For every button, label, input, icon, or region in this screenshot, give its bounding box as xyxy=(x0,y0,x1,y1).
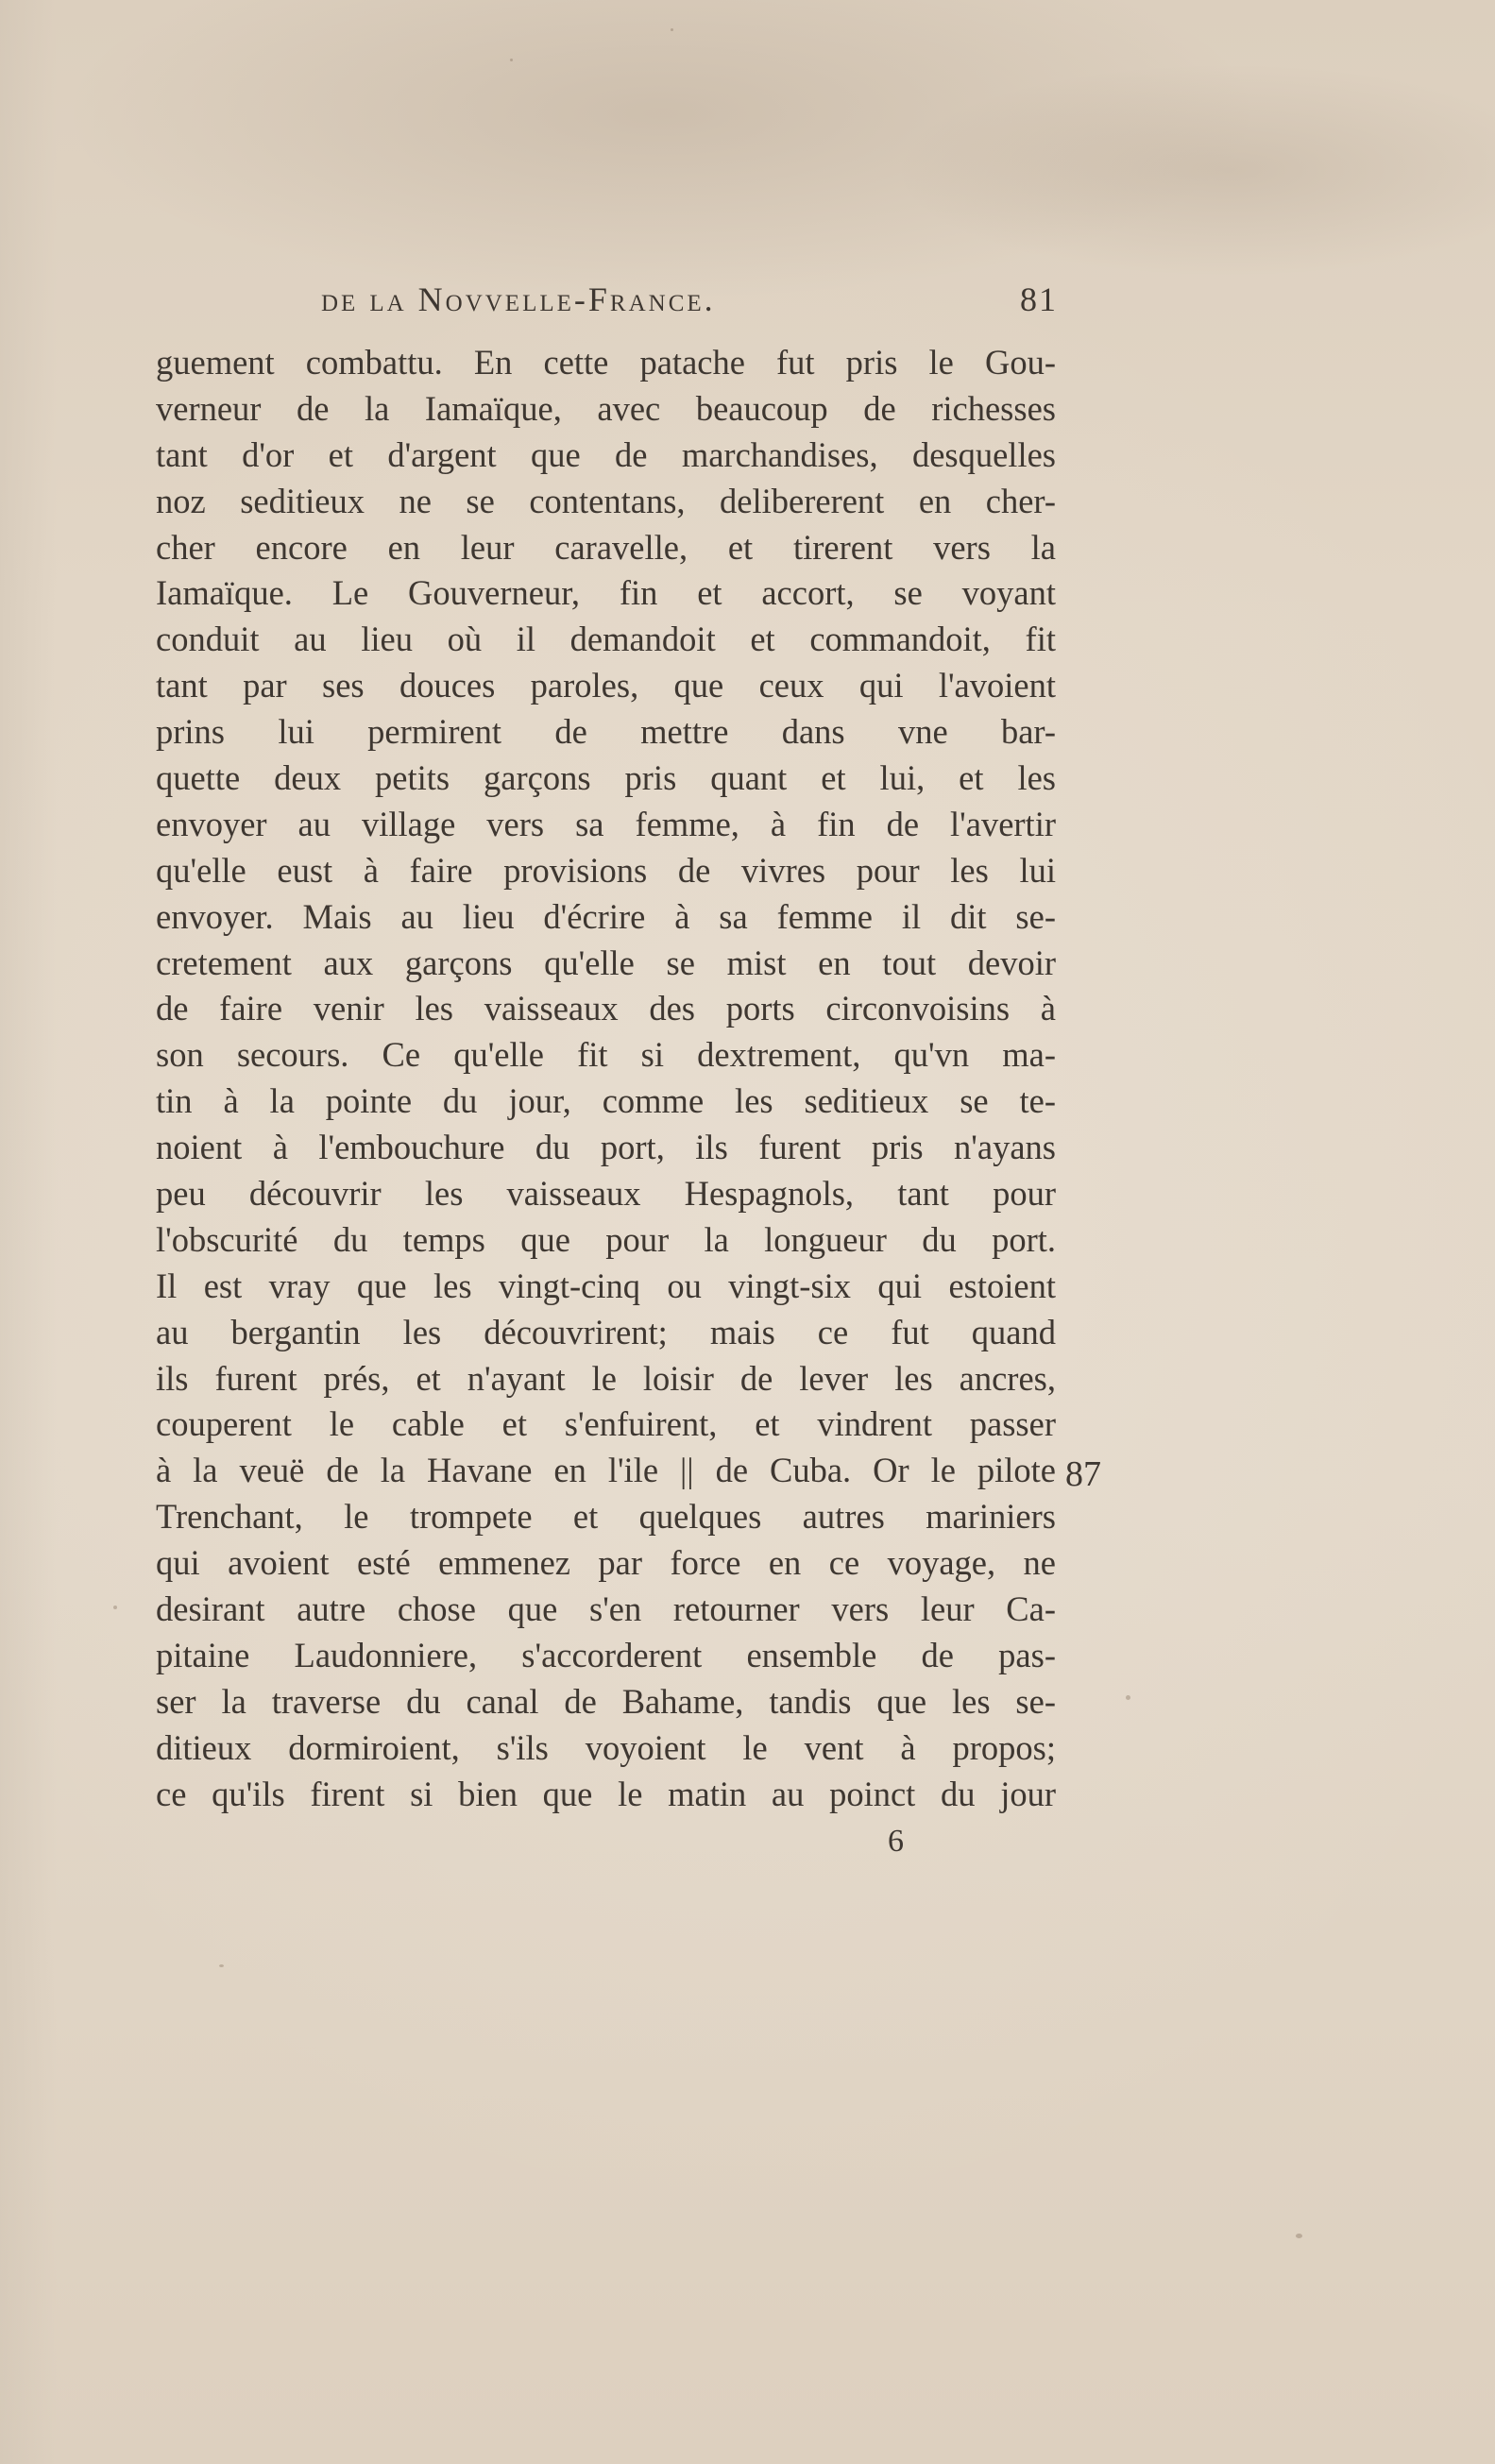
text-line: tin à la pointe du jour, comme les seditieux se te- xyxy=(156,1081,1056,1121)
text-line: peu découvrir les vaisseaux Hespagnols, tant pour xyxy=(156,1174,1056,1214)
text-line: pitaine Laudonniere, s'accorderent ensemble de pas- xyxy=(156,1635,1056,1674)
text-line: ils furent prés, et n'ayant le loisir de lever les ancres, xyxy=(156,1358,1056,1398)
text-line: guement combattu. En cette patache fut pris le Gou- xyxy=(156,343,1056,382)
text-line: tant d'or et d'argent que de marchandises, desquelles xyxy=(156,434,1056,474)
body-text xyxy=(156,340,1056,1818)
text-line: ser la traverse du canal de Bahame, tandis que les se- xyxy=(156,1681,1056,1721)
text-line: quette deux petits garçons pris quant et lui, et les xyxy=(156,758,1056,798)
text-line: tant par ses douces paroles, que ceux qui l'avoient xyxy=(156,666,1056,705)
text-line: au bergantin les découvrirent; mais ce fut quand xyxy=(156,1312,1056,1351)
text-line: Trenchant, le trompete et quelques autres mariniers xyxy=(156,1497,1056,1537)
paper-speck xyxy=(219,1964,224,1967)
text-line: noient à l'embouchure du port, ils furent pris n'ayans xyxy=(156,1128,1056,1167)
text-line: Iamaïque. Le Gouverneur, fin et accort, se voyant xyxy=(156,573,1056,613)
text-line: envoyer. Mais au lieu d'écrire à sa femme il dit se- xyxy=(156,896,1056,936)
text-line: verneur de la Iamaïque, avec beaucoup de richesses xyxy=(156,388,1056,428)
paper-speck xyxy=(113,1606,117,1609)
text-line: Il est vray que les vingt-cinq ou vingt-six qui estoient xyxy=(156,1266,1056,1305)
text-line: de faire venir les vaisseaux des ports circonvoisins à xyxy=(156,989,1056,1028)
margin-page-reference: 87 xyxy=(1065,1454,1101,1494)
text-line: conduit au lieu où il demandoit et commandoit, fit xyxy=(156,620,1056,659)
text-line: envoyer au village vers sa femme, à fin de l'avertir xyxy=(156,804,1056,843)
text-line: noz seditieux ne se contentans, delibererent en cher- xyxy=(156,481,1056,520)
text-line: cretement aux garçons qu'elle se mist en tout devoir xyxy=(156,943,1056,982)
signature-mark: 6 xyxy=(888,1824,904,1859)
running-title: de la Novvelle-France. xyxy=(321,280,716,318)
text-line: qu'elle eust à faire provisions de vivres pour les lui xyxy=(156,850,1056,890)
page-number: 81 xyxy=(1020,280,1058,318)
paper-speck xyxy=(510,59,513,61)
running-head xyxy=(321,280,1058,327)
text-line: son secours. Ce qu'elle fit si dextrement, qu'vn ma- xyxy=(156,1035,1056,1075)
paper-speck xyxy=(1126,1695,1130,1700)
text-line: prins lui permirent de mettre dans vne bar- xyxy=(156,712,1056,752)
text-line: cher encore en leur caravelle, et tirerent vers la xyxy=(156,527,1056,567)
paper-speck xyxy=(1296,2234,1302,2238)
text-line: l'obscurité du temps que pour la longueur du port. xyxy=(156,1219,1056,1259)
text-line: desirant autre chose que s'en retourner vers leur Ca- xyxy=(156,1589,1056,1629)
text-line: qui avoient esté emmenez par force en ce voyage, ne xyxy=(156,1543,1056,1583)
text-line: ditieux dormiroient, s'ils voyoient le vent à propos; xyxy=(156,1727,1056,1767)
text-line: couperent le cable et s'enfuirent, et vindrent passer xyxy=(156,1404,1056,1444)
text-line: à la veuë de la Havane en l'ile || de Cuba. Or le pilote xyxy=(156,1451,1056,1490)
text-line: ce qu'ils firent si bien que le matin au poinct du jour xyxy=(156,1774,1056,1813)
paper-speck xyxy=(671,28,673,31)
